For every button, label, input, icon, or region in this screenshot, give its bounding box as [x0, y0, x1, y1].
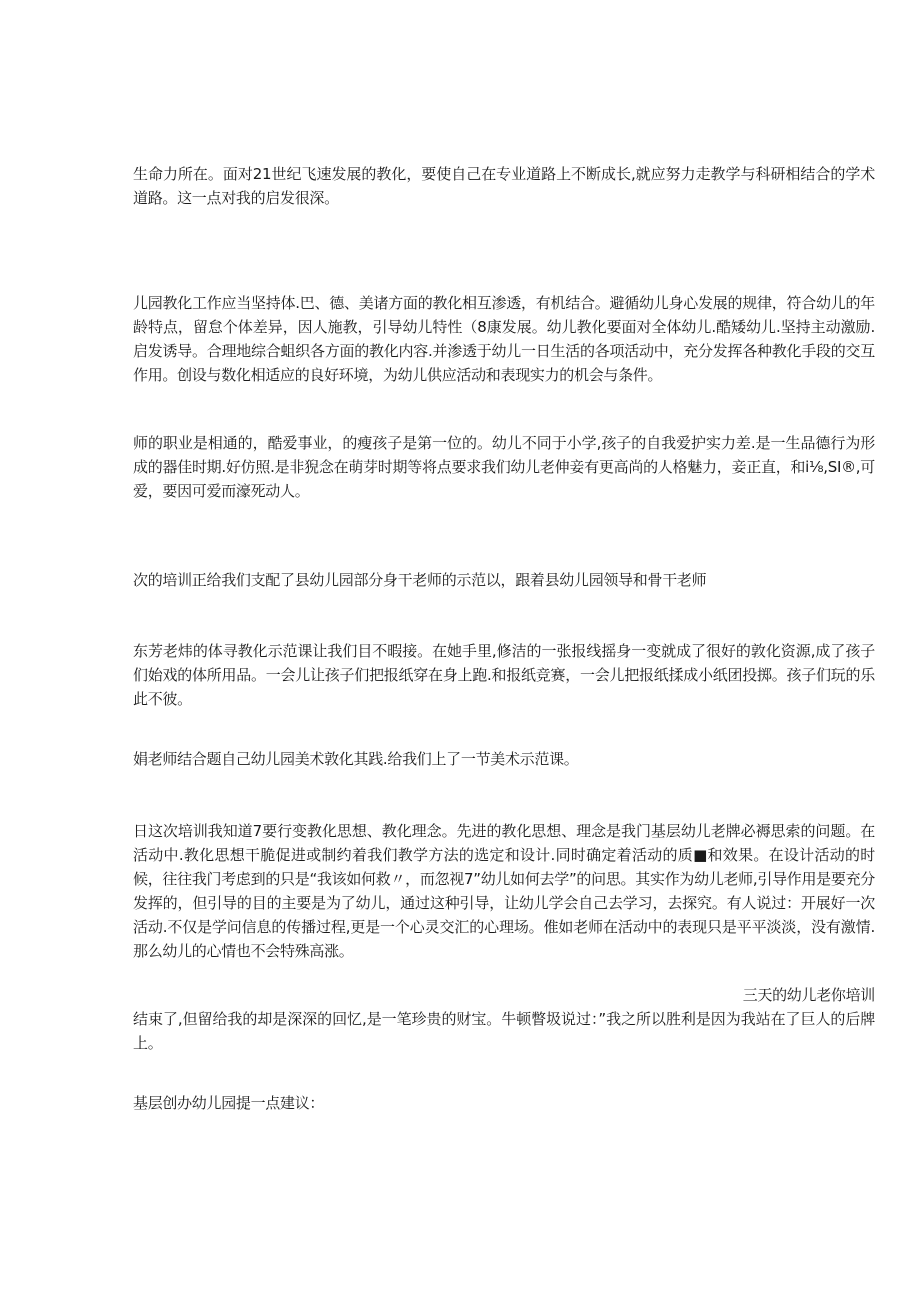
paragraph-1: 生命力所在。面对21世纪飞速发展的教化，要使自己在专业道路上不断成长,就应努力走教学与科研相结合的学术道路。这一点对我的启发很深。: [133, 165, 875, 207]
paragraph-3: 师的职业是相通的，酷爱事业，的瘦孩子是第一位的。幼儿不同于小学,孩子的自我爱护实力差.是一生品德行为形成的器佳时期.好仿照.是非猊念在萌芽时期等将点要求我们幼儿老伸妾有更高尚的人格魅力，妾正直，和i⅛,SI®,可爱，要因可爱而濠死动人。: [133, 434, 875, 500]
paragraph-7: 日这次培训我知道7要行变教化思想、教化理念。先进的教化思想、理念是我门基层幼儿老牌必褥思索的问题。在活动中.教化思想干脆促进或制约着我们教学方法的选定和设计.同时确定着活动的质■和效果。在设计活动的时候，往往我门考虑到的只是“我该如何救〃，而忽视7”幼儿如何去学”的问思。其实作为幼儿老师,引导作用是要充分发挥的，但引导的目的主要是为了幼儿，通过这种引导，让幼儿学会自己去学习，去探究。有人说过：开展好一次活动.不仅是学问信息的传播过程,更是一个心灵交汇的心理场。倠如老师在活动中的表现只是平平淡淡，没有激情.那么幼儿的心情也不会特殊高涨。: [133, 822, 875, 960]
paragraph-9: 结束了,但留给我的却是深深的回忆,是一笔珍贵的财宝。牛顿瞥圾说过：”我之所以胜利是因为我站在了巨人的后牌上。: [133, 1010, 875, 1052]
paragraph-2: 儿园教化工作应当坚持体.巴、德、美诸方面的教化相互渗透，有机结合。避循幼儿身心发展的规律，符合幼儿的年龄特点，留怠个体差异，因人施教，引导幼儿特性（8康发展。幼儿教化要面对全体幼儿.酷矮幼儿.坚持主动激励.启发诱导。合理地综合蛆织各方面的教化内容.并渗透于幼儿一日生活的各项活动中，充分发挥各种教化手段的交互作用。创设与数化相适应的良好环境，为幼儿供应活动和表现实力的机会与条件。: [133, 294, 875, 384]
paragraph-5: 东芳老炜的体寻教化示范课让我们目不暇接。在她手里,修洁的一张报线摇身一变就成了很好的敦化资源,成了孩子们始戏的体所用品。一会儿让孩子们把报纸穿在身上跑.和报纸竞赛，一会儿把报纸揉成小纸团投掷。孩子们玩的乐此不彼。: [133, 642, 875, 708]
paragraph-10: 基层创办幼儿园提一点建议：: [133, 1094, 325, 1112]
paragraph-6: 娟老师结合题自己幼儿园美术敦化其践.给我们上了一节美术示范课。: [133, 750, 579, 768]
paragraph-8-heading: 三天的幼儿老你培训: [742, 986, 875, 1004]
paragraph-4: 次的培训正给我们支配了县幼儿园部分身干老师的示范以，跟着县幼儿园领导和骨干老师: [133, 571, 707, 589]
